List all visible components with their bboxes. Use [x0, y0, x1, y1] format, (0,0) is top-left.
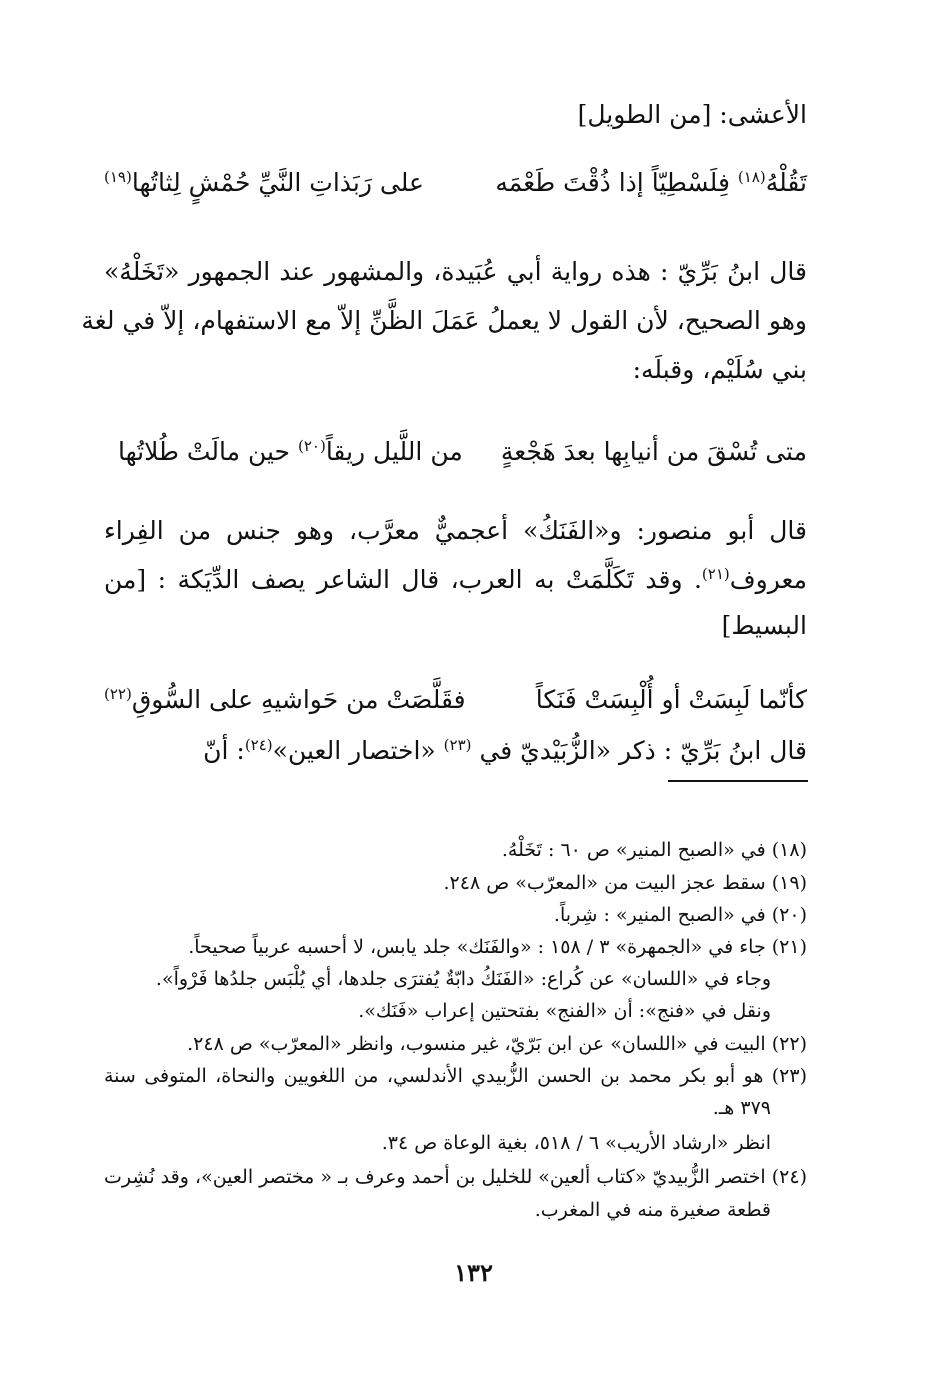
verse-intro: الأعشى: [من الطويل] [577, 100, 807, 129]
verse-2-text-b1: من اللَّيل ريقاً [325, 437, 463, 466]
footnote-ref-22: (٢٢) [104, 685, 132, 703]
footnote-ref-19: (١٩) [104, 168, 132, 186]
verse-3-text-b: فقَلَّصَتْ من حَواشيهِ على السُّوقِ [131, 685, 466, 714]
footnote-21-continuation-2: ونقل في «فنج»: أن «الفنج» بفتحتين إعراب «فَنَك». [358, 1000, 771, 1022]
footnote-ref-20: (٢٠) [297, 437, 326, 455]
verse-1-word: تَقُلْهُ [765, 168, 807, 197]
paragraph-3-text-2: «اختصار العين» [272, 736, 444, 765]
footnote-23: (٢٣) هو أبو بكر محمد بن الحسن الزُّبيدي الأندلسي، من اللغويين والنحاة، المتوفى سنة [104, 1065, 807, 1087]
verse-1-text-b: على رَبَذاتِ النَّيِّ حُمْشٍ لِثاتُها [131, 168, 424, 197]
footnote-ref-21: (٢١) [701, 565, 730, 583]
verse-1-first-hemistich [495, 163, 807, 203]
paragraph-3-line-1 [104, 731, 807, 771]
verse-2-text-b2: حين مالَتْ طُلاتُها [118, 437, 291, 466]
footnote-23-continuation-2: انظر «ارشاد الأريب» ٦ / ٥١٨، بغية الوعاة ص ٣٤. [381, 1132, 771, 1154]
verse-2-first-hemistich: متى تُسْقَ من أنيابِها بعدَ هَجْعةٍ [500, 437, 807, 466]
footnote-ref-18: (١٨) [737, 168, 766, 186]
footnote-ref-23: (٢٣) [443, 736, 472, 754]
footnote-21: (٢١) جاء في «الجمهرة» ٣ / ١٥٨ : «والفَنَك» جلد يابس، لا أحسبه عربياً صحيحاً. [188, 936, 807, 958]
footnote-ref-24: (٢٤) [244, 736, 273, 754]
footnote-separator [668, 780, 808, 782]
footnote-19: (١٩) سقط عجز البيت من «المعرّب» ص ٢٤٨. [443, 872, 807, 894]
page-number: ١٣٢ [454, 1258, 493, 1287]
footnote-21-continuation-1: وجاء في «اللسان» عن كُراع: «الفَنَكُ دابّةٌ يُفترَى جلدها، أي يُلْبَس جلدُها فَرْواً». [155, 968, 771, 990]
paragraph-1-line-2: وهو الصحيح، لأن القول لا يعملُ عَمَلَ الظَّنِّ إلاّ مع الاستفهام، إلاّ في لغة [81, 306, 807, 335]
paragraph-2-line-3: البسيط] [721, 611, 807, 640]
paragraph-2-word: معروف [729, 565, 807, 594]
footnote-23-continuation-1: ٣٧٩ هـ. [712, 1097, 771, 1119]
footnote-20: (٢٠) في «الصبح المنير» : شِرباً. [553, 904, 807, 926]
paragraph-2-text: . وقد تَكَلَّمَتْ به العرب، قال الشاعر يصف الدِّيَكة : [من [104, 565, 702, 594]
paragraph-2-line-2 [104, 560, 807, 600]
verse-3-second-hemistich [104, 680, 466, 720]
verse-2-second-hemistich [118, 432, 463, 472]
verse-1-second-hemistich [104, 163, 424, 203]
footnote-22: (٢٢) البيت في «اللسان» عن ابن بَرّيّ، غير منسوب، وانظر «المعرّب» ص ٢٤٨. [187, 1033, 807, 1055]
paragraph-1-line-3: بني سُلَيْم، وقبلَه: [632, 355, 807, 384]
footnote-18: (١٨) في «الصبح المنير» ص ٦٠ : تَخَلْهُ. [501, 839, 807, 861]
footnote-24-continuation: قطعة صغيرة منه في المغرب. [534, 1199, 771, 1221]
verse-1-text: فِلَسْطِيّاً إذا ذُقْتَ طَعْمَه [495, 168, 730, 197]
paragraph-1-line-1: قال ابنُ بَرِّيّ : هذه رواية أبي عُبَيدة، والمشهور عند الجمهور «تَخَلْهُ» [104, 257, 807, 286]
paragraph-3-text-3: : أنّ [203, 736, 245, 765]
paragraph-3-text-1: قال ابنُ بَرِّيّ : ذكر «الزُّبَيْديّ في [471, 736, 807, 765]
footnote-24: (٢٤) اختصر الزُّبيديّ «كتاب ألعين» للخليل بن أحمد وعرف بـ « مختصر العين»، وقد نُشِرت [104, 1166, 807, 1188]
verse-3-first-hemistich: كأنّما لَبِسَتْ أو أُلْبِسَتْ فَنَكاً [535, 685, 807, 714]
paragraph-2-line-1: قال أبو منصور: و«الفَنَكُ» أعجميٌّ معرَّب، وهو جنس من الفِراء [104, 516, 807, 545]
